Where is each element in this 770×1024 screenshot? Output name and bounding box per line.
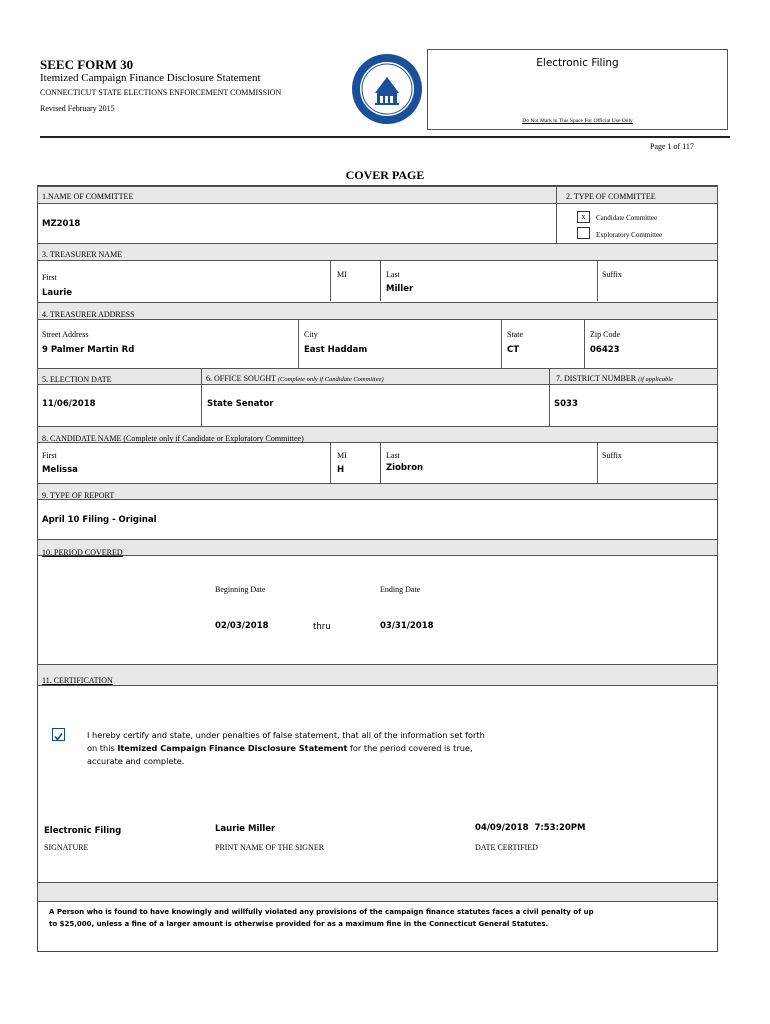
treasurer-last-label: Last [386,270,400,279]
district-number-value: S033 [554,399,578,409]
zip-label: Zip Code [590,330,620,339]
street-value: 9 Palmer Martin Rd [42,345,135,355]
candidate-first-label: First [42,451,57,460]
signer-name-label: PRINT NAME OF THE SIGNER [215,843,325,852]
candidate-last-label: Last [386,451,400,460]
election-date-label: 5. ELECTION DATE [42,375,112,384]
thru-text: thru [313,622,331,632]
report-type-label: 9. TYPE OF REPORT [42,491,115,500]
penalty-notice-line-2: to $25,000, unless a fine of a larger amount is otherwise provided for as a maximum fine in the Connecticut General Statutes. [49,920,549,928]
revised-date: Revised February 2015 [40,104,115,113]
state-value: CT [507,345,520,355]
candidate-mi-value: H [337,465,345,475]
certification-checkbox[interactable] [52,728,65,741]
header-rule [40,136,730,138]
form-title: Itemized Campaign Finance Disclosure Statement [40,72,261,84]
treasurer-address-label: 4. TREASURER ADDRESS [42,310,135,319]
exploratory-committee-checkbox[interactable] [577,227,590,239]
section-band-report [37,483,718,500]
committee-name-label: 1.NAME OF COMMITTEE [42,192,134,201]
candidate-committee-checkbox[interactable]: x [577,211,590,223]
candidate-first-value: Melissa [42,465,78,475]
beginning-date-label: Beginning Date [215,585,266,594]
zip-value: 06423 [590,345,620,355]
treasurer-last-value: Miller [386,284,414,294]
candidate-name-label: 8. CANDIDATE NAME (Complete only if Candidate or Exploratory Committee) [42,434,304,443]
section-band-period [37,539,718,556]
committee-name-value: MZ2018 [42,219,81,229]
signature-label: SIGNATURE [44,843,89,852]
district-number-label: 7. DISTRICT NUMBER (if applicable [556,374,673,383]
city-label: City [304,330,318,339]
cover-page-title: COVER PAGE [345,168,425,182]
section-band-address [37,302,718,320]
checkmark-icon [53,731,64,742]
section-band-treasurer [37,243,718,261]
treasurer-mi-label: MI [337,270,347,279]
section-band-footer [37,882,718,902]
candidate-suffix-label: Suffix [602,451,622,460]
page-number: Page 1 of 117 [650,142,694,151]
agency-name: CONNECTICUT STATE ELECTIONS ENFORCEMENT COMMISSION [40,88,282,97]
election-date-value: 11/06/2018 [42,399,96,409]
exploratory-committee-label: Exploratory Committee [596,231,663,239]
certification-text-line-3: accurate and complete. [87,756,185,766]
beginning-date-value: 02/03/2018 [215,621,269,631]
certification-text-line-2: on this Itemized Campaign Finance Disclosure Statement for the period covered is true, [87,743,473,753]
official-use-note: Do Not Mark in This Space For Official Use Only [522,118,633,124]
candidate-committee-label: Candidate Committee [596,214,658,222]
office-sought-value: State Senator [207,399,274,409]
candidate-last-value: Ziobron [386,463,424,473]
street-label: Street Address [42,330,89,339]
penalty-notice-line-1: A Person who is found to have knowingly and willfully violated any provisions of the campaign finance statutes faces a civil penalty of up [49,908,594,916]
form-frame [37,185,718,952]
committee-type-label: 2. TYPE OF COMMITTEE [566,192,656,201]
state-label: State [507,330,523,339]
date-certified-value: 04/09/2018 7:53:20PM [475,823,586,833]
candidate-mi-label: MI [337,451,347,460]
certification-label: 11. CERTIFICATION [42,676,113,685]
state-seal-logo [351,53,423,125]
certification-text-line-1: I hereby certify and state, under penalties of false statement, that all of the information set forth [87,730,485,740]
treasurer-name-label: 3. TREASURER NAME [42,250,123,259]
signature-value: Electronic Filing [44,826,122,836]
ending-date-label: Ending Date [380,585,421,594]
filing-box-title: Electronic Filing [536,57,619,69]
treasurer-first-label: First [42,273,57,282]
city-value: East Haddam [304,345,368,355]
signer-name-value: Laurie Miller [215,824,276,834]
date-certified-label: DATE CERTIFIED [475,843,538,852]
official-use-box [427,49,728,130]
form-number: SEEC FORM 30 [40,57,134,72]
office-sought-label: 6. OFFICE SOUGHT (Complete only if Candidate Committee) [206,374,384,383]
ending-date-value: 03/31/2018 [380,621,434,631]
period-covered-label: 10. PERIOD COVERED [42,548,123,557]
section-band-certification [37,664,718,686]
treasurer-first-value: Laurie [42,288,73,298]
treasurer-suffix-label: Suffix [602,270,622,279]
report-type-value: April 10 Filing - Original [42,515,157,525]
